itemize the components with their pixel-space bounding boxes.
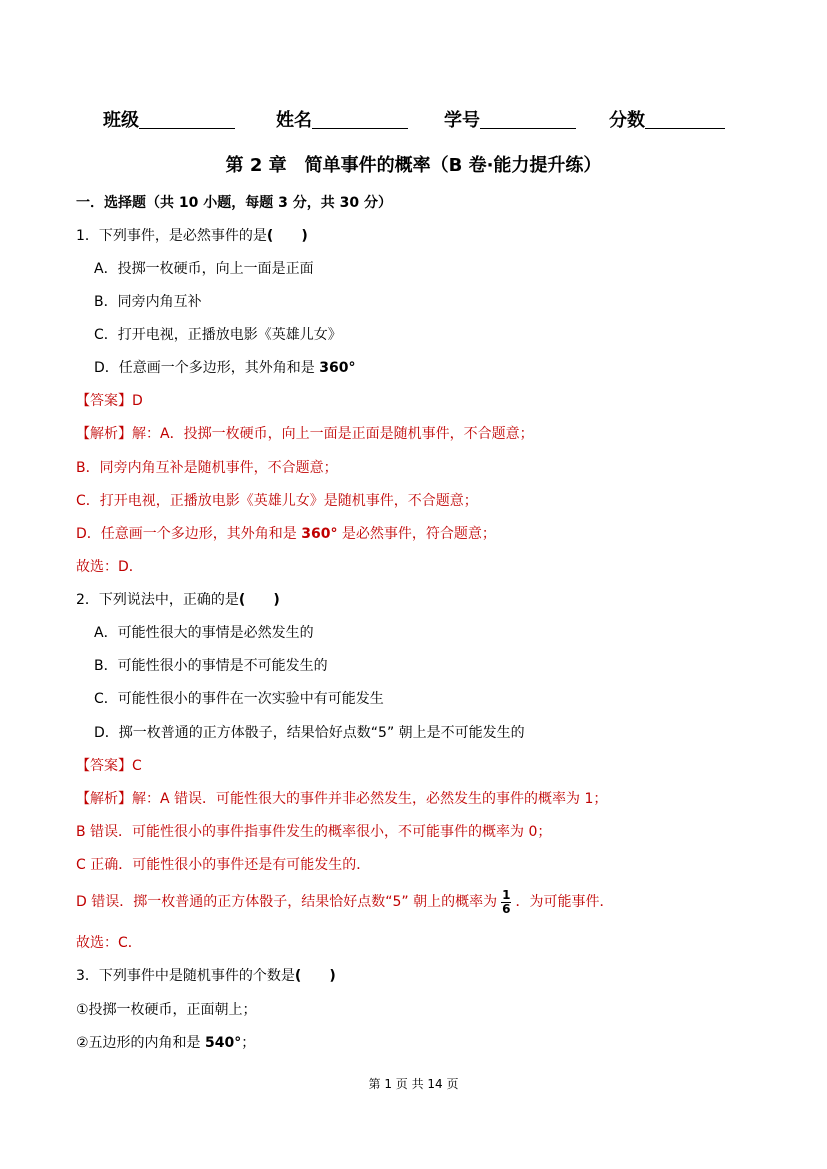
name-field [276, 108, 408, 134]
section-heading: 一．选择题（共 10 小题，每题 3 分，共 30 分） [76, 195, 392, 211]
question-1-analysis-line-4 [76, 524, 496, 544]
item-2-value: 540° [205, 1035, 242, 1051]
class-blank[interactable] [139, 108, 235, 129]
question-2-analysis-line-2: B 错误．可能性很小的事件指事件发生的概率很小，不可能事件的概率为 0； [76, 824, 552, 840]
question-2-option-b: B．可能性很小的事情是不可能发生的 [94, 658, 328, 674]
class-label: 班级 [103, 110, 139, 131]
question-1-option-d-value: 360° [319, 360, 356, 376]
question-3-text: 3．下列事件中是随机事件的个数是 [76, 968, 295, 984]
question-2-analysis-line-1 [76, 789, 607, 809]
item-2-post: ； [241, 1035, 256, 1051]
question-3-item-2 [76, 1033, 255, 1053]
question-2-analysis-line-3: C 正确．可能性很小的事件还是有可能发生的． [76, 857, 371, 873]
question-1-conclusion: 故选：D． [76, 559, 143, 575]
question-3-stem [76, 966, 336, 986]
name-blank[interactable] [312, 108, 408, 129]
analysis-d-post: ．为可能事件． [515, 894, 614, 910]
question-1-answer [76, 391, 143, 411]
question-1-analysis-line-1 [76, 424, 534, 444]
question-2-paren: ( ) [238, 592, 280, 608]
question-1-option-d [94, 358, 355, 378]
question-1-analysis-line-3: C．打开电视，正播放电影《英雄儿女》是随机事件，不合题意； [76, 493, 478, 509]
page-footer: 第 1 页 共 14 页 [368, 1077, 459, 1091]
question-1-stem [76, 226, 308, 246]
score-label: 分数 [609, 110, 645, 131]
question-2-option-a: A．可能性很大的事情是必然发生的 [94, 625, 314, 641]
question-1-analysis-line-2: B．同旁内角互补是随机事件，不合题意； [76, 460, 338, 476]
student-id-field [444, 108, 576, 134]
fraction-numerator: 1 [502, 887, 511, 902]
answer-value: D [132, 393, 143, 409]
analysis-label: 【解析】 [76, 426, 132, 442]
answer-value: C [132, 758, 142, 774]
question-2-answer [76, 756, 142, 776]
fraction-one-sixth [501, 889, 511, 916]
question-3-paren: ( ) [294, 968, 336, 984]
name-label: 姓名 [276, 110, 312, 131]
analysis-text: 解：A 错误．可能性很大的事件并非必然发生，必然发生的事件的概率为 1； [132, 791, 608, 807]
question-1-option-c: C．打开电视，正播放电影《英雄儿女》 [94, 327, 342, 343]
question-2-option-d: D．掷一枚普通的正方体骰子，结果恰好点数“5” 朝上是不可能发生的 [94, 725, 525, 741]
analysis-text: 解：A．投掷一枚硬币，向上一面是正面是随机事件，不合题意； [132, 426, 534, 442]
question-2-text: 2．下列说法中，正确的是 [76, 592, 239, 608]
question-1-paren: ( ) [266, 228, 308, 244]
question-2-analysis-line-4 [76, 887, 613, 917]
student-id-blank[interactable] [480, 108, 576, 129]
class-field [103, 108, 235, 134]
analysis-label: 【解析】 [76, 791, 132, 807]
question-1-option-b: B．同旁内角互补 [94, 294, 202, 310]
answer-label: 【答案】 [76, 393, 132, 409]
analysis-d-pre: D．任意画一个多边形，其外角和是 [76, 526, 302, 542]
question-1-option-a: A．投掷一枚硬币，向上一面是正面 [94, 261, 314, 277]
answer-label: 【答案】 [76, 758, 132, 774]
question-3-item-1: ①投掷一枚硬币，正面朝上； [76, 1002, 257, 1018]
score-blank[interactable] [645, 108, 725, 129]
analysis-d-post: 是必然事件，符合题意； [337, 526, 496, 542]
analysis-d-value: 360° [301, 526, 338, 542]
question-2-conclusion: 故选：C． [76, 935, 142, 951]
score-field [609, 108, 725, 134]
question-2-stem [76, 590, 280, 610]
fraction-denominator: 6 [502, 901, 511, 916]
page-title: 第 2 章 简单事件的概率（B 卷·能力提升练） [225, 155, 602, 176]
item-2-text: ②五边形的内角和是 [76, 1035, 206, 1051]
analysis-d-pre: D 错误．掷一枚普通的正方体骰子，结果恰好点数“5” 朝上的概率为 [76, 894, 498, 910]
question-2-option-c: C．可能性很小的事件在一次实验中有可能发生 [94, 691, 384, 707]
student-id-label: 学号 [444, 110, 480, 131]
question-1-text: 1．下列事件，是必然事件的是 [76, 228, 267, 244]
question-1-option-d-text: D．任意画一个多边形，其外角和是 [94, 360, 320, 376]
